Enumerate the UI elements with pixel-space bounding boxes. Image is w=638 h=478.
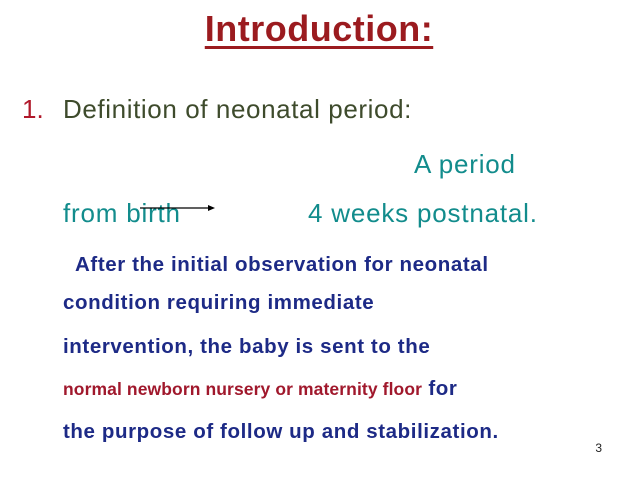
slide-title-text: Introduction: xyxy=(204,8,434,49)
paragraph-line-5: the purpose of follow up and stabilization. xyxy=(63,420,499,443)
right-arrow-icon xyxy=(140,203,216,213)
paragraph-line-1: After the initial observation for neonatal xyxy=(75,253,489,276)
period-text-line2 xyxy=(63,197,181,229)
period-text-postnatal: 4 weeks postnatal. xyxy=(308,198,538,228)
slide-title xyxy=(0,8,638,50)
paragraph-line-3: intervention, the baby is sent to the xyxy=(63,335,431,358)
from-word: from xyxy=(63,198,127,228)
nursery-highlight: normal newborn nursery or maternity floor xyxy=(63,379,423,399)
paragraph-line-4 xyxy=(63,376,457,402)
definition-heading: Definition of neonatal period: xyxy=(63,94,413,124)
list-number: 1. xyxy=(22,94,44,124)
period-text-line1: A period xyxy=(414,149,516,179)
page-number: 3 xyxy=(595,441,602,455)
paragraph-line-2: condition requiring immediate xyxy=(63,291,375,314)
for-word: for xyxy=(422,377,458,400)
birth-word: birth xyxy=(126,198,181,228)
